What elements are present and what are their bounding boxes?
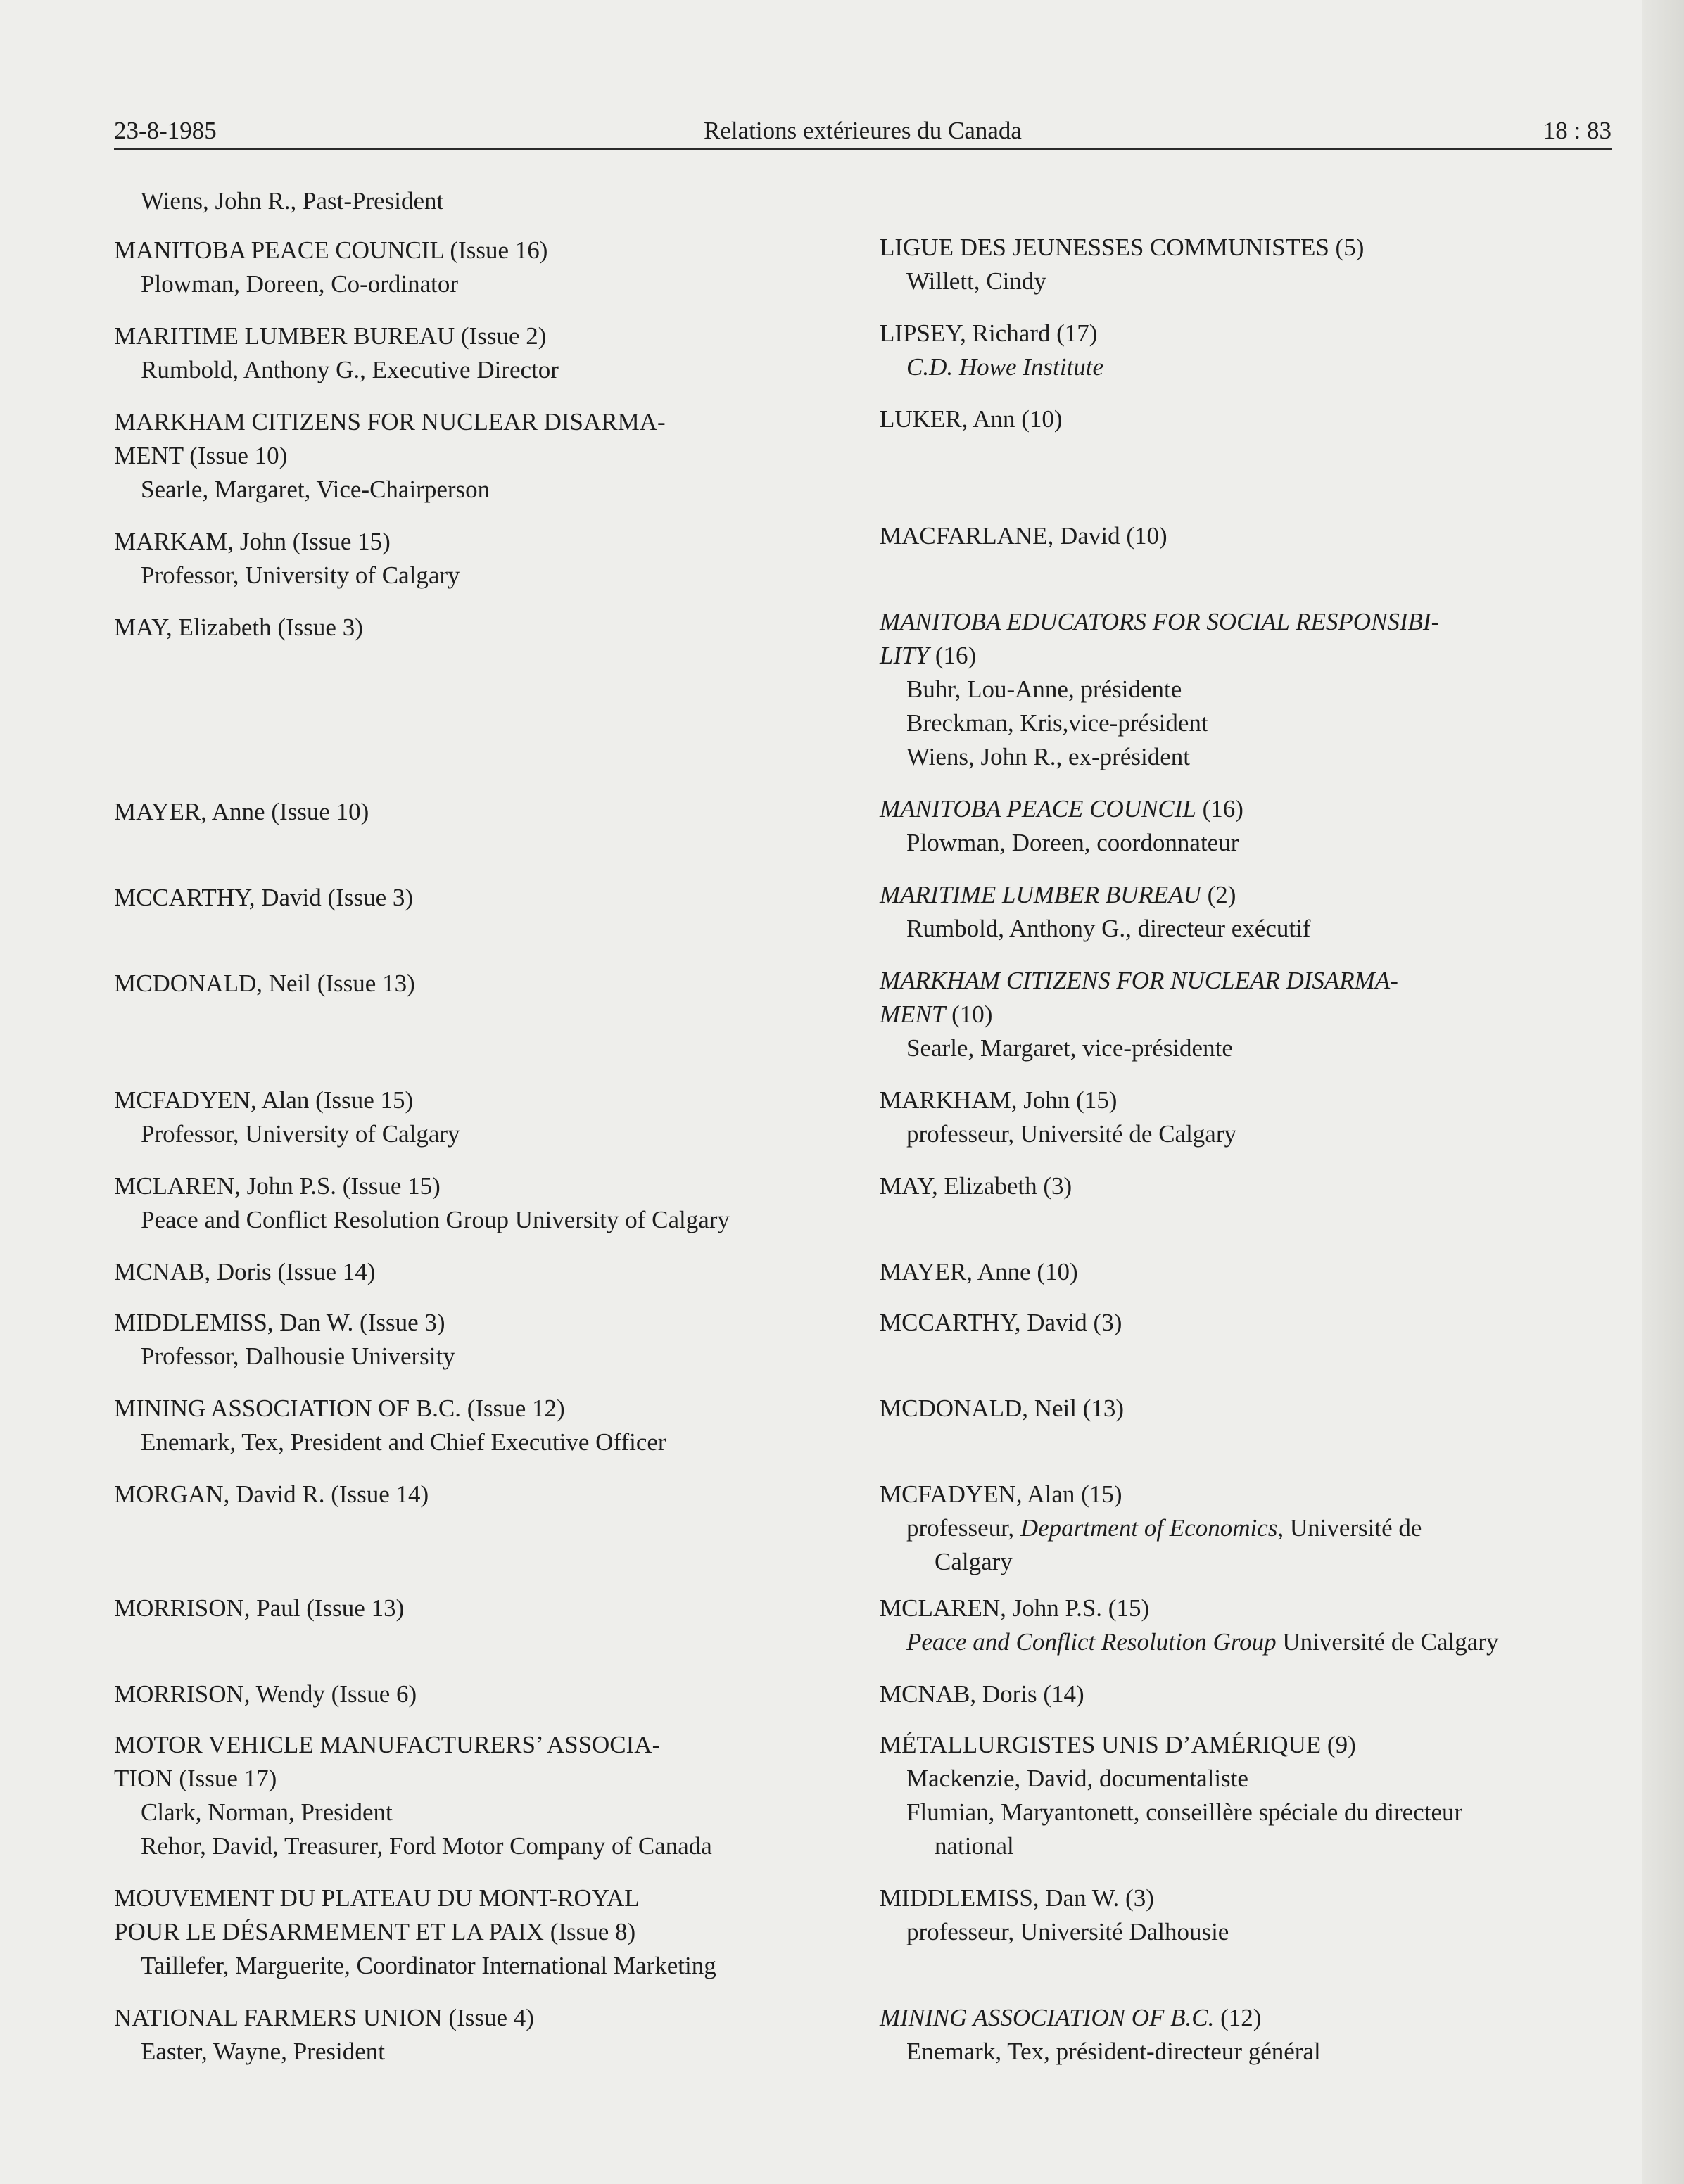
entry-detail: Easter, Wayne, President [141, 2038, 385, 2065]
list-item [114, 1881, 846, 1983]
list-item [114, 881, 846, 915]
entry-detail-part: professeur, [906, 1514, 1015, 1542]
entry-heading: MANITOBA PEACE COUNCIL (Issue 16) [114, 236, 548, 264]
entry-detail-continued: Calgary [935, 1548, 1013, 1575]
list-item [880, 317, 1619, 384]
list-item [114, 611, 846, 645]
entry-detail: Rehor, David, Treasurer, Ford Motor Company of Canada [141, 1832, 712, 1860]
entry-heading: MAYER, Anne (Issue 10) [114, 798, 369, 825]
entry-heading-continued [880, 639, 1619, 673]
entry-detail: Professor, Dalhousie University [141, 1342, 455, 1370]
entry-heading: MORRISON, Wendy (Issue 6) [114, 1680, 417, 1708]
list-item [114, 1169, 846, 1237]
entry-heading: MÉTALLURGISTES UNIS D’AMÉRIQUE (9) [880, 1731, 1356, 1758]
list-item [114, 1084, 846, 1151]
entry-heading-continued: TION (Issue 17) [114, 1765, 277, 1792]
entry-heading: LIPSEY, Richard (17) [880, 319, 1098, 347]
entry-detail: Buhr, Lou-Anne, présidente [906, 675, 1182, 703]
entry-heading-continued: MENT (Issue 10) [114, 442, 288, 469]
entry-heading [880, 792, 1619, 826]
entry-heading: MCLAREN, John P.S. (Issue 15) [114, 1172, 441, 1200]
entry-heading: MCNAB, Doris (Issue 14) [114, 1258, 376, 1285]
entry-detail: Wiens, John R., ex-président [906, 743, 1190, 770]
list-item [880, 605, 1619, 774]
entry-heading: MARKHAM CITIZENS FOR NUCLEAR DISARMA- [114, 408, 666, 436]
entry-detail: Taillefer, Marguerite, Coordinator International Marketing [141, 1952, 716, 1979]
list-item [880, 964, 1619, 1065]
list-item [880, 1728, 1619, 1863]
list-item [114, 1592, 846, 1625]
list-item [114, 525, 846, 592]
entry-heading-continued: POUR LE DÉSARMEMENT ET LA PAIX (Issue 8) [114, 1918, 636, 1945]
list-item [114, 1728, 846, 1863]
entry-heading: MARITIME LUMBER BUREAU (Issue 2) [114, 322, 547, 350]
entry-detail: Searle, Margaret, Vice-Chairperson [141, 476, 490, 503]
entry-detail: Clark, Norman, President [141, 1798, 393, 1826]
list-item [880, 792, 1619, 860]
entry-heading: MORRISON, Paul (Issue 13) [114, 1594, 405, 1622]
entry-detail: professeur, Université Dalhousie [906, 1918, 1229, 1945]
list-item [880, 1592, 1619, 1659]
entry-heading: MCDONALD, Neil (Issue 13) [114, 970, 415, 997]
entry-heading: MOUVEMENT DU PLATEAU DU MONT-ROYAL [114, 1884, 640, 1912]
entry-heading-italic: MANITOBA PEACE COUNCIL [880, 795, 1196, 823]
entry-detail-italic: Peace and Conflict Resolution Group [906, 1628, 1277, 1656]
list-item [880, 878, 1619, 946]
entry-heading-issue: (2) [1201, 881, 1236, 908]
entry-detail: Plowman, Doreen, Co-ordinator [141, 270, 459, 298]
list-item [880, 1392, 1619, 1426]
entry-heading: MARKAM, John (Issue 15) [114, 528, 391, 555]
entry-detail: professeur, Université de Calgary [906, 1120, 1236, 1148]
list-item [880, 1677, 1619, 1711]
entry-heading: MARKHAM, John (15) [880, 1086, 1118, 1114]
running-header [114, 107, 1612, 149]
entry-heading: MACFARLANE, David (10) [880, 522, 1167, 550]
entry-heading-issue: (16) [1196, 795, 1243, 823]
entry-heading: MIDDLEMISS, Dan W. (Issue 3) [114, 1309, 445, 1336]
entry-heading-issue: (12) [1214, 2004, 1262, 2031]
entry-heading: MAY, Elizabeth (Issue 3) [114, 614, 363, 641]
list-item [114, 1392, 846, 1459]
entry-detail-part: Université de Calgary [1276, 1628, 1499, 1656]
entry-heading: MCCARTHY, David (Issue 3) [114, 884, 414, 911]
entry-heading-issue: (16) [929, 642, 977, 669]
entry-detail: Enemark, Tex, President and Chief Executive Officer [141, 1428, 666, 1456]
entry-detail [880, 1511, 1619, 1545]
list-item [114, 2001, 846, 2069]
entry-detail: Breckman, Kris,vice-président [906, 709, 1208, 737]
entry-detail: Peace and Conflict Resolution Group University of Calgary [141, 1206, 730, 1233]
entry-detail-part: , Université de [1277, 1514, 1422, 1542]
entry-detail: Willett, Cindy [906, 267, 1046, 295]
entry-heading [880, 2001, 1619, 2035]
entry-heading: MARKHAM CITIZENS FOR NUCLEAR DISARMA- [880, 967, 1398, 994]
entry-detail: Enemark, Tex, président-directeur général [906, 2038, 1321, 2065]
entry-heading: LIGUE DES JEUNESSES COMMUNISTES (5) [880, 234, 1365, 261]
list-item [880, 1169, 1619, 1203]
entry-heading: LUKER, Ann (10) [880, 405, 1063, 433]
entry-heading-italic: LITY [880, 642, 930, 669]
entry-detail: Mackenzie, David, documentaliste [906, 1765, 1248, 1792]
list-item [114, 967, 846, 1001]
entry-detail: Professor, University of Calgary [141, 1120, 460, 1148]
page-edge [1642, 0, 1684, 2184]
list-item [880, 402, 1619, 436]
list-item [114, 319, 846, 387]
entry-heading-italic: MARITIME LUMBER BUREAU [880, 881, 1201, 908]
list-item [114, 405, 846, 507]
entry-heading: MCLAREN, John P.S. (15) [880, 1594, 1150, 1622]
header-page-number: 18 : 83 [1543, 117, 1612, 144]
list-item [114, 795, 846, 829]
entry-detail: Searle, Margaret, vice-présidente [906, 1034, 1233, 1062]
entry-heading: MCNAB, Doris (14) [880, 1680, 1084, 1708]
list-item [880, 1306, 1619, 1340]
entry-heading-italic: MINING ASSOCIATION OF B.C. [880, 2004, 1215, 2031]
list-item [880, 519, 1619, 553]
entry-heading [880, 878, 1619, 912]
entry-heading: MCCARTHY, David (3) [880, 1309, 1122, 1336]
entry-detail: Rumbold, Anthony G., directeur exécutif [906, 915, 1311, 942]
list-item [880, 231, 1619, 298]
entry-heading: MAY, Elizabeth (3) [880, 1172, 1072, 1200]
entry-detail [880, 1625, 1619, 1659]
entry-detail: Professor, University of Calgary [141, 561, 460, 589]
header-title: Relations extérieures du Canada [704, 117, 1022, 144]
entry-detail: C.D. Howe Institute [906, 353, 1103, 381]
entry-detail: Wiens, John R., Past-President [141, 187, 444, 215]
list-item [114, 1478, 846, 1511]
entry-detail: Flumian, Maryantonett, conseillère spéciale du directeur [906, 1798, 1463, 1826]
entry-detail-italic: Department of Economics [1020, 1514, 1278, 1542]
entry-heading: MAYER, Anne (10) [880, 1258, 1078, 1285]
entry-heading: MORGAN, David R. (Issue 14) [114, 1480, 429, 1508]
header-rule [114, 148, 1612, 150]
list-item [880, 1084, 1619, 1151]
entry-heading: MCDONALD, Neil (13) [880, 1395, 1125, 1422]
list-item [880, 1255, 1619, 1289]
list-item [114, 1306, 846, 1373]
entry-heading-italic: MENT [880, 1001, 946, 1028]
entry-heading-issue: (10) [945, 1001, 993, 1028]
list-item [114, 234, 846, 301]
entry-heading: MOTOR VEHICLE MANUFACTURERS’ ASSOCIA- [114, 1731, 661, 1758]
entry-detail: Rumbold, Anthony G., Executive Director [141, 356, 559, 383]
entry-heading: NATIONAL FARMERS UNION (Issue 4) [114, 2004, 534, 2031]
entry-detail-continued: national [935, 1832, 1014, 1860]
entry-heading: MCFADYEN, Alan (15) [880, 1480, 1122, 1508]
entry-heading: MANITOBA EDUCATORS FOR SOCIAL RESPONSIBI- [880, 608, 1440, 635]
entry-heading: MCFADYEN, Alan (Issue 15) [114, 1086, 414, 1114]
list-item [114, 1255, 846, 1289]
entry-heading-continued [880, 998, 1619, 1031]
entry-heading: MINING ASSOCIATION OF B.C. (Issue 12) [114, 1395, 565, 1422]
list-item [114, 1677, 846, 1711]
entry-heading: MIDDLEMISS, Dan W. (3) [880, 1884, 1154, 1912]
list-item [880, 1881, 1619, 1949]
list-item [880, 2001, 1619, 2069]
list-item [880, 1478, 1619, 1579]
list-item [114, 184, 846, 218]
header-date: 23-8-1985 [114, 117, 217, 144]
entry-detail: Plowman, Doreen, coordonnateur [906, 829, 1239, 856]
